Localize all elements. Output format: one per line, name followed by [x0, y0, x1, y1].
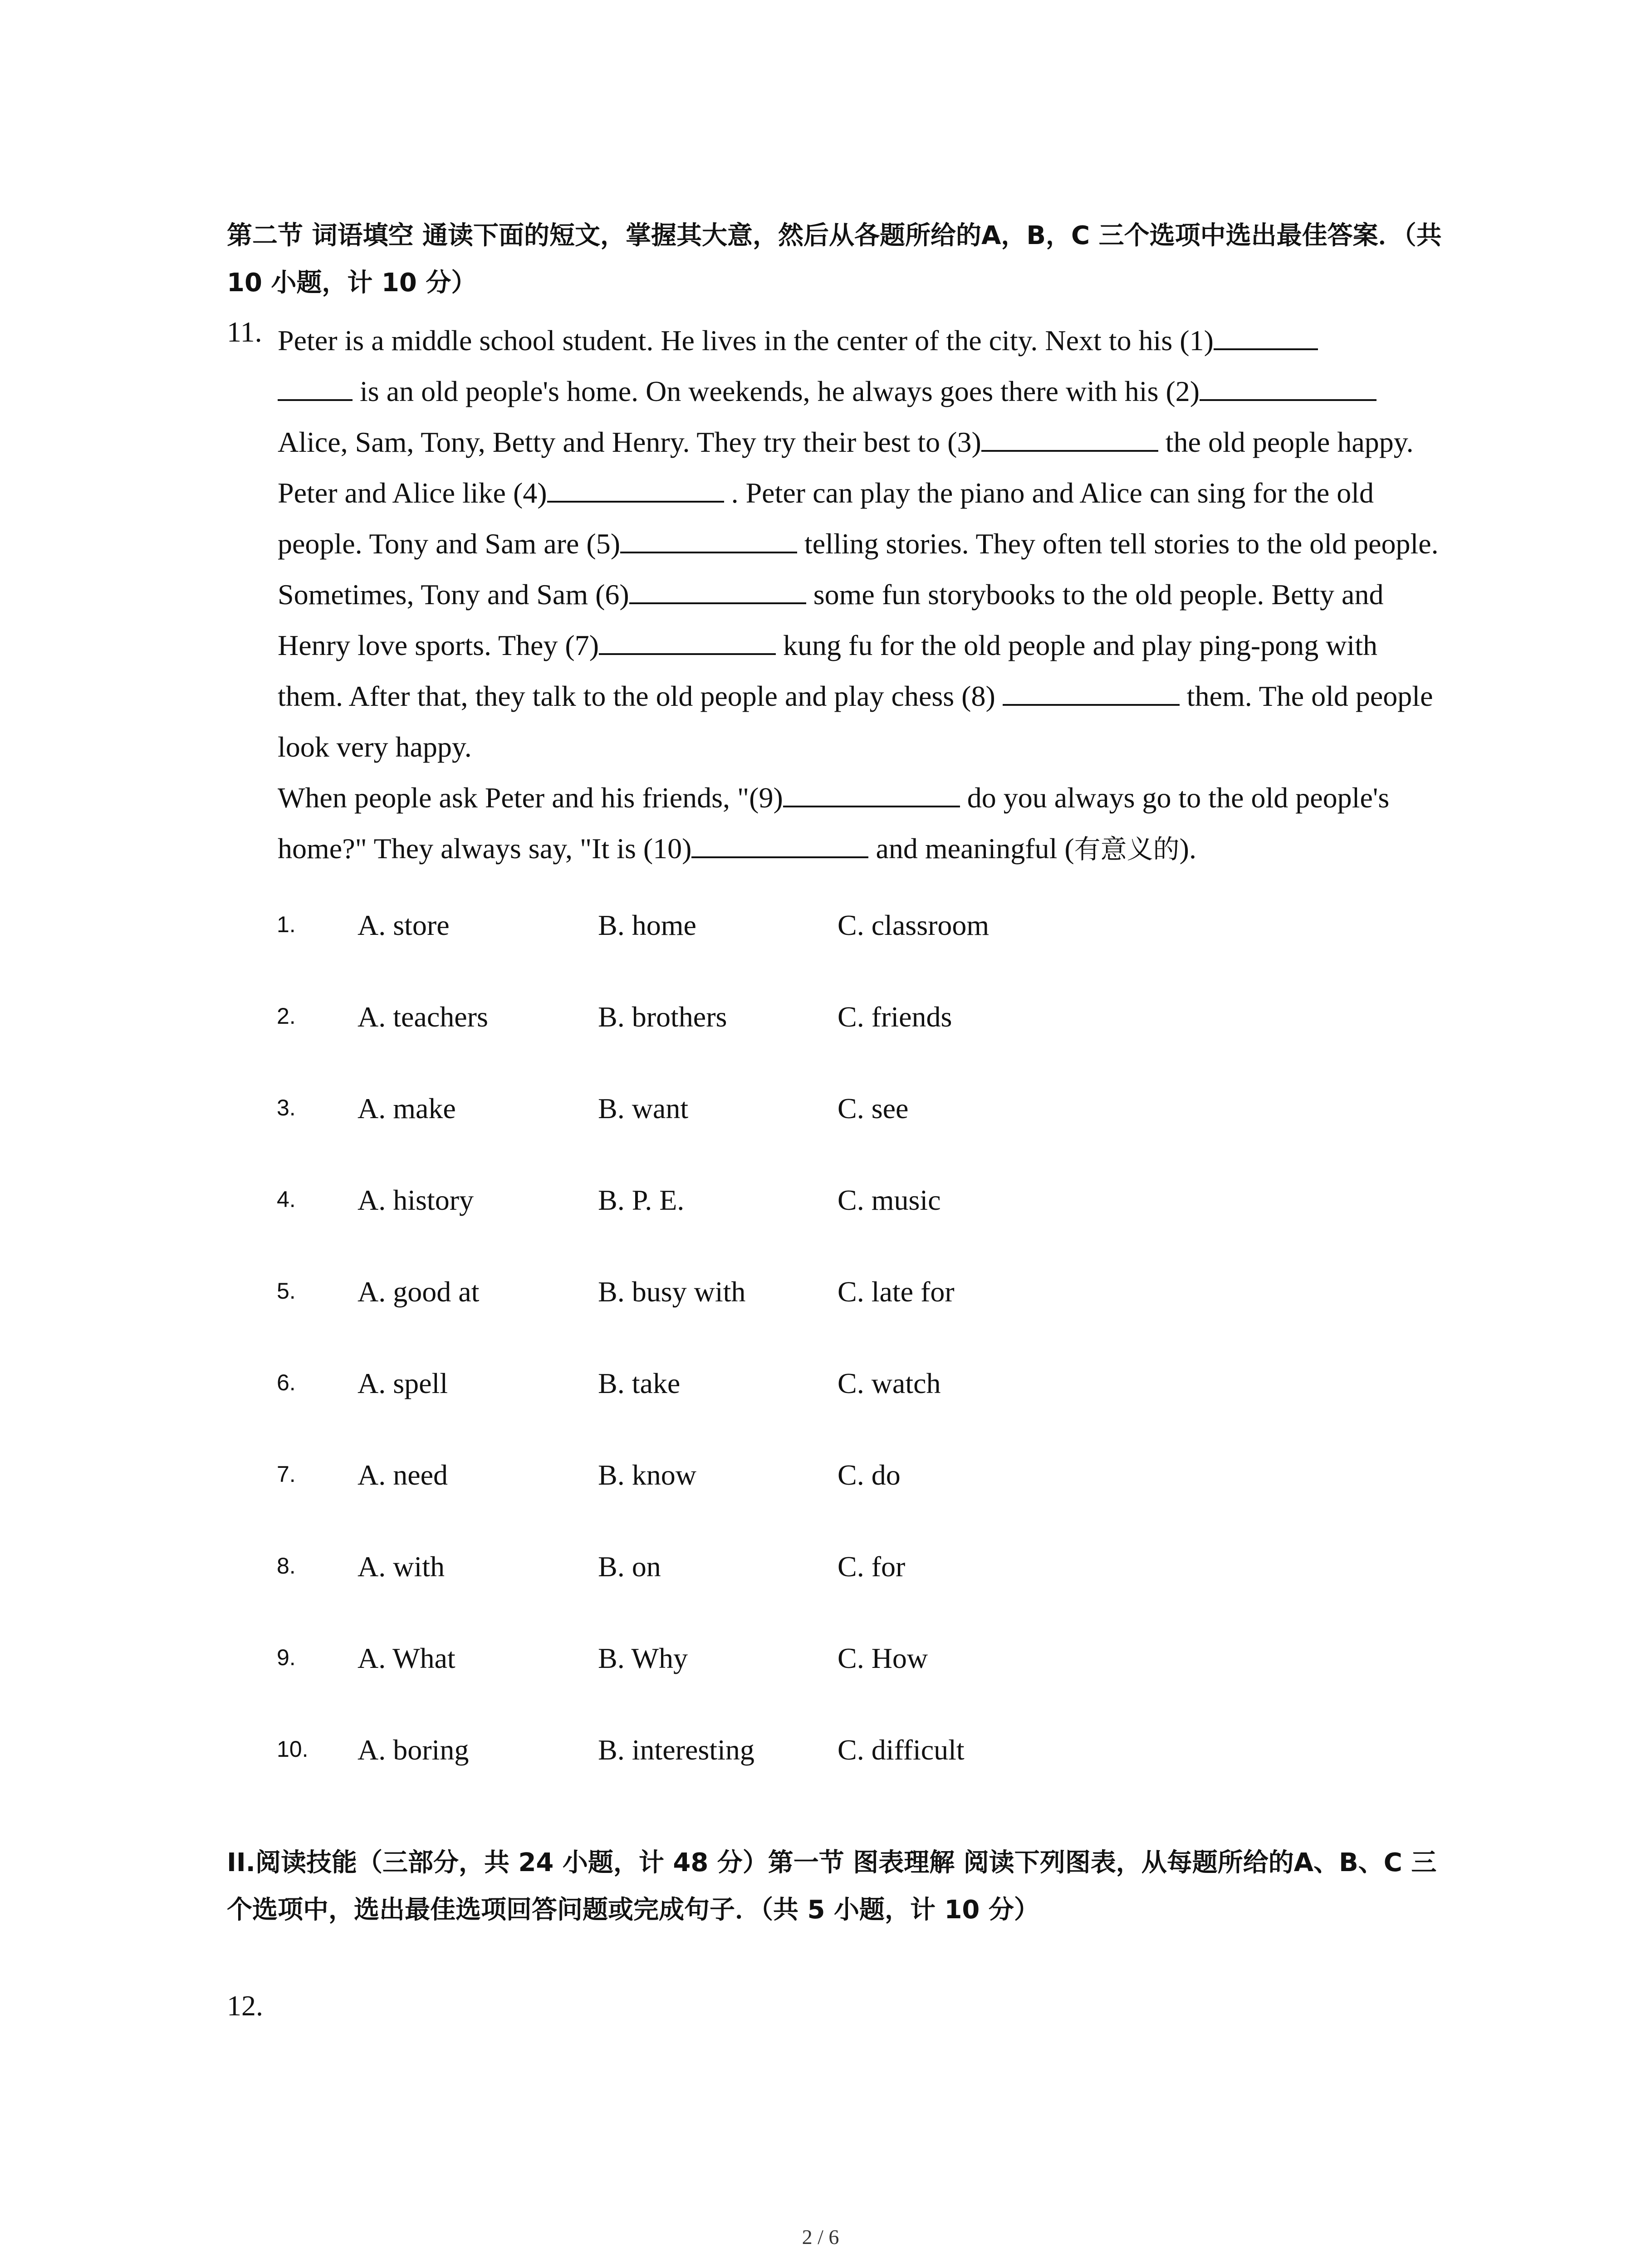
option-a[interactable]: A. good at	[358, 1276, 480, 1308]
passage-text: the old people happy.	[1158, 426, 1414, 458]
option-row	[277, 905, 1184, 997]
option-number: 8.	[277, 1553, 296, 1579]
option-a[interactable]: A. with	[358, 1550, 445, 1583]
blank-1	[1214, 319, 1318, 350]
option-row	[277, 1455, 1184, 1546]
option-c[interactable]: C. late for	[838, 1276, 955, 1308]
option-row	[277, 1638, 1184, 1730]
question-number: 11.	[227, 316, 262, 348]
passage-gloss: 有意义的	[1074, 834, 1180, 865]
answer-options	[277, 905, 1184, 1821]
option-c[interactable]: C. do	[838, 1459, 901, 1491]
option-number: 6.	[277, 1370, 296, 1395]
option-row	[277, 997, 1184, 1088]
option-a[interactable]: A. history	[358, 1184, 474, 1216]
passage-text: ).	[1179, 832, 1196, 865]
option-row	[277, 1546, 1184, 1638]
option-c[interactable]: C. difficult	[838, 1734, 965, 1766]
blank-9	[783, 777, 960, 807]
option-number: 1.	[277, 912, 296, 937]
blank-8	[1003, 675, 1180, 706]
option-b[interactable]: B. P. E.	[598, 1184, 685, 1216]
option-a[interactable]: A. need	[358, 1459, 448, 1491]
passage-text: . Peter can play the piano and Alice can sing for the old people. Tony and Sam are (5)	[278, 477, 1374, 560]
blank-3	[981, 421, 1158, 452]
option-a[interactable]: A. make	[358, 1092, 456, 1124]
option-number: 5.	[277, 1278, 296, 1304]
blank-6	[629, 573, 806, 604]
section-heading: 第二节 词语填空 通读下面的短文，掌握其大意，然后从各题所给的A，B，C 三个选项中选出最佳答案．（共 10 小题，计 10 分）	[227, 221, 1442, 298]
option-b[interactable]: B. home	[598, 909, 696, 941]
option-b[interactable]: B. on	[598, 1550, 661, 1583]
option-b[interactable]: B. know	[598, 1459, 696, 1491]
passage-paragraph	[278, 315, 1444, 468]
option-number: 10.	[277, 1736, 309, 1762]
option-b[interactable]: B. busy with	[598, 1276, 746, 1308]
option-row	[277, 1088, 1184, 1180]
option-c[interactable]: C. watch	[838, 1367, 941, 1399]
option-c[interactable]: C. music	[838, 1184, 941, 1216]
blank-7	[599, 624, 776, 655]
option-number: 4.	[277, 1187, 296, 1212]
part-heading: II.阅读技能（三部分，共 24 小题，计 48 分）第一节 图表理解 阅读下列图表，从每题所给的A、B、C 三个选项中，选出最佳选项回答问题或完成句子．（共 5 小题，计 10 分）	[227, 1848, 1437, 1925]
option-b[interactable]: B. want	[598, 1092, 689, 1124]
passage-text: do you always go to the old people's home?" They always say, "It is (10)	[278, 782, 1390, 865]
option-b[interactable]: B. take	[598, 1367, 681, 1399]
passage-text: Alice, Sam, Tony, Betty and Henry. They try their best to (3)	[278, 426, 981, 458]
option-c[interactable]: C. How	[838, 1642, 928, 1674]
option-number: 2.	[277, 1003, 296, 1029]
blank-10	[691, 827, 868, 858]
option-b[interactable]: B. interesting	[598, 1734, 754, 1766]
option-a[interactable]: A. teachers	[358, 1001, 488, 1033]
option-number: 3.	[277, 1095, 296, 1120]
option-c[interactable]: C. see	[838, 1092, 909, 1124]
passage-text: When people ask Peter and his friends, "(9)	[278, 782, 783, 814]
option-a[interactable]: A. spell	[358, 1367, 448, 1399]
passage-text: kung fu for the old people and play ping-pong with them. After that, they talk to the old people and play chess (8)	[278, 629, 1377, 712]
passage-text: Peter and Alice like (4)	[278, 477, 547, 509]
blank-1-continued	[278, 370, 353, 401]
option-c[interactable]: C. friends	[838, 1001, 952, 1033]
option-number: 7.	[277, 1461, 296, 1487]
option-a[interactable]: A. What	[358, 1642, 456, 1674]
option-row	[277, 1180, 1184, 1271]
cloze-passage	[278, 315, 1444, 875]
passage-paragraph	[278, 772, 1444, 875]
option-number: 9.	[277, 1645, 296, 1670]
option-a[interactable]: A. store	[358, 909, 450, 941]
option-row	[277, 1271, 1184, 1363]
passage-text: them. The old people look very happy.	[278, 680, 1433, 763]
passage-text: telling stories. They often tell stories to the old people. Sometimes, Tony and Sam (6)	[278, 528, 1439, 611]
option-b[interactable]: B. Why	[598, 1642, 688, 1674]
blank-5	[620, 523, 797, 553]
option-b[interactable]: B. brothers	[598, 1001, 727, 1033]
option-c[interactable]: C. for	[838, 1550, 906, 1583]
page-number: 2 / 6	[802, 2225, 839, 2248]
option-a[interactable]: A. boring	[358, 1734, 469, 1766]
blank-2	[1200, 370, 1376, 401]
option-row	[277, 1363, 1184, 1455]
passage-text: is an old people's home. On weekends, he always goes there with his (2)	[353, 375, 1200, 407]
passage-text: some fun storybooks to the old people. Betty and Henry love sports. They (7)	[278, 578, 1384, 661]
passage-text: and meaningful (	[868, 832, 1074, 865]
question-number: 12.	[227, 1989, 263, 2022]
option-c[interactable]: C. classroom	[838, 909, 989, 941]
blank-4	[547, 472, 724, 503]
passage-text: Peter is a middle school student. He lives in the center of the city. Next to his (1)	[278, 324, 1214, 357]
passage-paragraph	[278, 468, 1444, 772]
option-row	[277, 1730, 1184, 1821]
